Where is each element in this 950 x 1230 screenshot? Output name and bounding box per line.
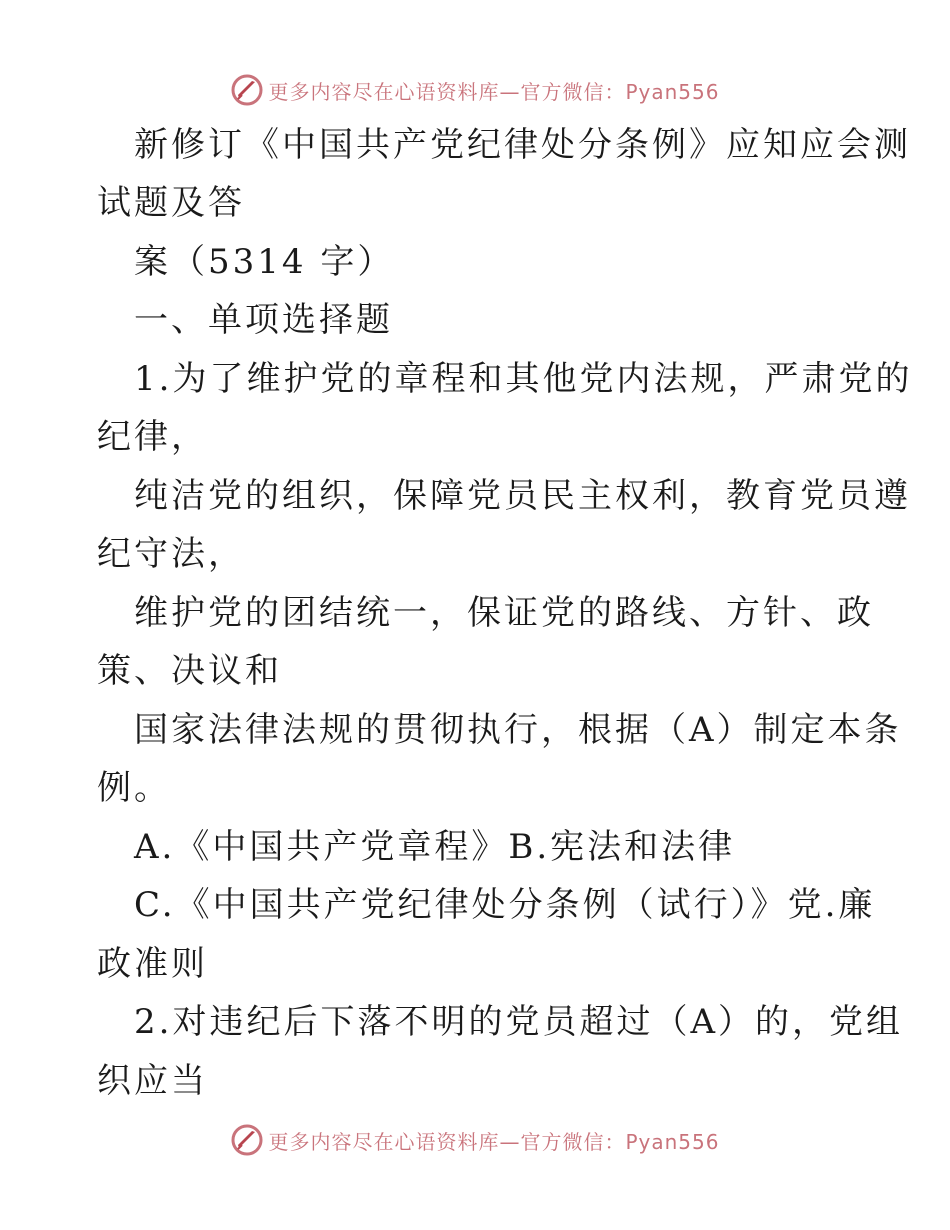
quill-logo-icon xyxy=(230,73,264,107)
question-2-line-1: 2.对违纪后下落不明的党员超过（A）的，党组 xyxy=(134,1002,903,1042)
footer-banner-text: 更多内容尽在心语资料库—官方微信：Pyan556 xyxy=(268,1129,720,1154)
option-a-b: A.《中国共产党章程》B.宪法和法律 xyxy=(134,827,736,867)
question-1-line-3: 纯洁党的组织，保障党员民主权利，教育党员遵 xyxy=(134,476,911,516)
question-1-line-8: 例。 xyxy=(97,768,171,808)
option-c-d-line-2: 政准则 xyxy=(97,944,208,984)
quill-logo-icon xyxy=(230,1123,264,1157)
doc-title-line-2: 试题及答 xyxy=(97,183,245,223)
header-banner-text: 更多内容尽在心语资料库—官方微信：Pyan556 xyxy=(268,79,720,104)
question-1-line-2: 纪律， xyxy=(97,417,208,457)
question-1-line-4: 纪守法， xyxy=(97,534,245,574)
header-banner xyxy=(0,70,950,110)
question-1-line-1: 1.为了维护党的章程和其他党内法规，严肃党的 xyxy=(134,359,913,399)
question-1-line-6: 策、决议和 xyxy=(97,651,282,691)
doc-title-line-3: 案（5314 字） xyxy=(134,242,395,282)
section-heading: 一、单项选择题 xyxy=(134,300,393,340)
question-1-line-7: 国家法律法规的贯彻执行，根据（A）制定本条 xyxy=(134,710,902,750)
question-2-line-2: 织应当 xyxy=(97,1061,208,1101)
question-1-line-5: 维护党的团结统一，保证党的路线、方针、政 xyxy=(134,593,874,633)
option-c-d-line-1: C.《中国共产党纪律处分条例（试行）》党.廉 xyxy=(134,885,876,925)
doc-title-line-1: 新修订《中国共产党纪律处分条例》应知应会测 xyxy=(134,125,911,165)
footer-banner xyxy=(0,1120,950,1160)
